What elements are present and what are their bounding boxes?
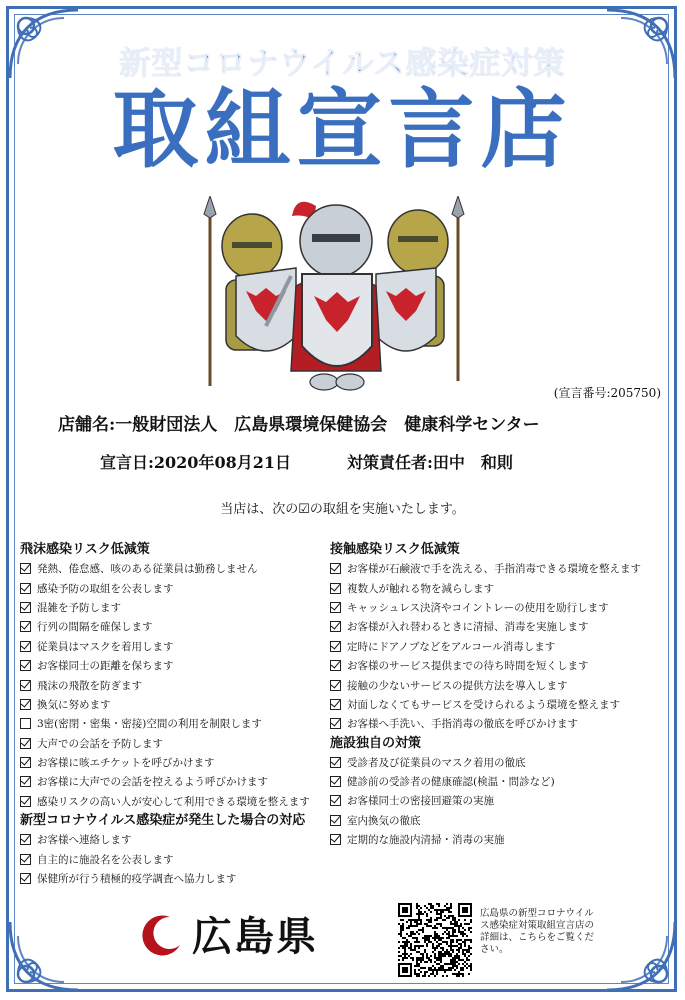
hiroshima-crescent-icon	[140, 911, 186, 957]
measure-text: お客様に咳エチケットを呼びかけます	[37, 757, 215, 770]
section-heading: 施設独自の対策	[330, 735, 422, 751]
checked-box-icon	[330, 641, 341, 652]
measure-item	[330, 830, 670, 849]
right-measures-column	[330, 540, 670, 849]
measure-item	[330, 714, 670, 733]
checked-box-icon	[330, 815, 341, 826]
corner-ornament-icon	[601, 916, 681, 996]
measure-text: 室内換気の徹底	[347, 814, 421, 827]
measure-text: 対面しなくてもサービスを受けられるよう環境を整えます	[347, 698, 620, 711]
measure-item	[20, 734, 340, 753]
measure-text: 自主的に施設名を公表します	[37, 853, 174, 866]
checked-box-icon	[20, 680, 31, 691]
checked-box-icon	[20, 583, 31, 594]
measure-item	[330, 695, 670, 714]
logo-text: 広島県	[192, 914, 318, 960]
measure-item	[20, 753, 340, 772]
measure-item	[330, 559, 670, 578]
checked-box-icon	[20, 563, 31, 574]
measure-item	[20, 675, 340, 694]
measure-item	[330, 675, 670, 694]
measure-item	[20, 772, 340, 791]
checked-box-icon	[20, 660, 31, 671]
measure-text: 健診前の受診者の健康確認(検温・問診など)	[347, 776, 555, 789]
declaration-date: 宣言日:2020年08月21日	[100, 453, 291, 472]
measure-text: 保健所が行う積極的疫学調査へ協力します	[37, 873, 237, 886]
section-heading: 接触感染リスク低減策	[330, 542, 460, 557]
responsible-person: 対策責任者:田中 和則	[346, 453, 513, 472]
measure-text: 換気に努めます	[37, 698, 111, 711]
measure-item	[20, 830, 340, 849]
measure-item	[330, 617, 670, 636]
checked-box-icon	[330, 757, 341, 768]
measure-item	[330, 656, 670, 675]
measure-text: 複数人が触れる物を減らします	[347, 582, 494, 595]
checked-box-icon	[330, 776, 341, 787]
measure-text: 感染予防の取組を公表します	[37, 582, 174, 595]
checked-box-icon	[330, 718, 341, 729]
measure-item	[20, 637, 340, 656]
measure-item	[330, 598, 670, 617]
measure-text: 従業員はマスクを着用します	[37, 640, 174, 653]
measure-text: 飛沫の飛散を防ぎます	[37, 679, 142, 692]
checked-box-icon	[20, 641, 31, 652]
checked-box-icon	[20, 738, 31, 749]
measure-text: 3密(密閉・密集・密接)空間の利用を制限します	[37, 718, 262, 731]
checked-box-icon	[20, 757, 31, 768]
measure-text: お客様同士の密接回避策の実施	[347, 795, 494, 808]
poster-title-line2: 取組宣言店	[112, 80, 573, 180]
checked-box-icon	[20, 699, 31, 710]
checked-box-icon	[330, 621, 341, 632]
checked-box-icon	[330, 834, 341, 845]
left-measures-column	[20, 540, 340, 888]
checked-box-icon	[20, 796, 31, 807]
measure-item	[20, 869, 340, 888]
measure-text: 行列の間隔を確保します	[37, 621, 153, 634]
checked-box-icon	[330, 680, 341, 691]
measure-item	[20, 849, 340, 868]
intro-text: 当店は、次の☑の取組を実施いたします。	[220, 502, 465, 517]
measure-item	[330, 811, 670, 830]
checked-box-icon	[20, 854, 31, 865]
checked-box-icon	[330, 563, 341, 574]
checked-box-icon	[330, 795, 341, 806]
section-heading: 新型コロナウイルス感染症が発生した場合の対応	[20, 813, 306, 829]
qr-code-icon[interactable]	[398, 903, 472, 977]
store-name: 店舗名:一般財団法人 広島県環境保健協会 健康科学センター	[58, 415, 540, 435]
measure-item	[330, 637, 670, 656]
measure-item	[330, 772, 670, 791]
measure-text: お客様が石鹸液で手を洗える、手指消毒できる環境を整えます	[347, 563, 641, 576]
declaration-number: (宣言番号:205750)	[553, 386, 661, 400]
measure-text: お客様へ手洗い、手指消毒の徹底を呼びかけます	[347, 718, 578, 731]
checked-box-icon	[330, 583, 341, 594]
checked-box-icon	[20, 834, 31, 845]
checked-box-icon	[330, 699, 341, 710]
store-meta	[100, 450, 513, 473]
measure-text: 定期的な施設内清掃・消毒の実施	[347, 834, 505, 847]
checked-box-icon	[330, 660, 341, 671]
checked-box-icon	[20, 776, 31, 787]
measure-text: お客様へ連絡します	[37, 834, 132, 847]
empty-box-icon	[20, 718, 31, 729]
checked-box-icon	[20, 873, 31, 884]
hiroshima-logo	[140, 905, 318, 962]
measure-item	[20, 695, 340, 714]
measure-text: お客様のサービス提供までの待ち時間を短くします	[347, 660, 589, 673]
checked-box-icon	[20, 621, 31, 632]
measure-text: 大声での会話を予防します	[37, 737, 163, 750]
measure-text: 受診者及び従業員のマスク着用の徹底	[347, 756, 526, 769]
checked-box-icon	[330, 602, 341, 613]
measure-item	[20, 598, 340, 617]
measure-item	[330, 791, 670, 810]
measure-item	[20, 559, 340, 578]
poster-title-line1: 新型コロナウイルス感染症対策	[119, 46, 566, 82]
measure-text: 混雑を予防します	[37, 601, 121, 614]
section-heading: 飛沫感染リスク低減策	[20, 542, 150, 557]
measure-item	[20, 656, 340, 675]
checked-box-icon	[20, 602, 31, 613]
measure-item	[330, 578, 670, 597]
measure-item	[20, 792, 340, 811]
measure-text: お客様同士の距離を保ちます	[37, 660, 174, 673]
corner-ornament-icon	[4, 916, 84, 996]
measure-text: お客様が入れ替わるときに清掃、消毒を実施します	[347, 621, 589, 634]
measure-text: 発熱、倦怠感、咳のある従業員は勤務しません	[37, 563, 258, 576]
measure-text: 感染リスクの高い人が安心して利用できる環境を整えます	[37, 795, 310, 808]
measure-text: キャッシュレス決済やコイントレーの使用を励行します	[347, 601, 609, 614]
measure-text: 定時にドアノブなどをアルコール消毒します	[347, 640, 556, 653]
qr-note: 広島県の新型コロナウイルス感染症対策取組宣言店の詳細は、こちらをご覧ください。	[480, 908, 595, 955]
knights-mascot-icon	[196, 196, 476, 396]
measure-text: お客様に大声での会話を控えるよう呼びかけます	[37, 776, 268, 789]
measure-text: 接触の少ないサービスの提供方法を導入します	[347, 679, 568, 692]
measure-item	[330, 753, 670, 772]
measure-item	[20, 617, 340, 636]
measure-item	[20, 578, 340, 597]
measure-item	[20, 714, 340, 733]
